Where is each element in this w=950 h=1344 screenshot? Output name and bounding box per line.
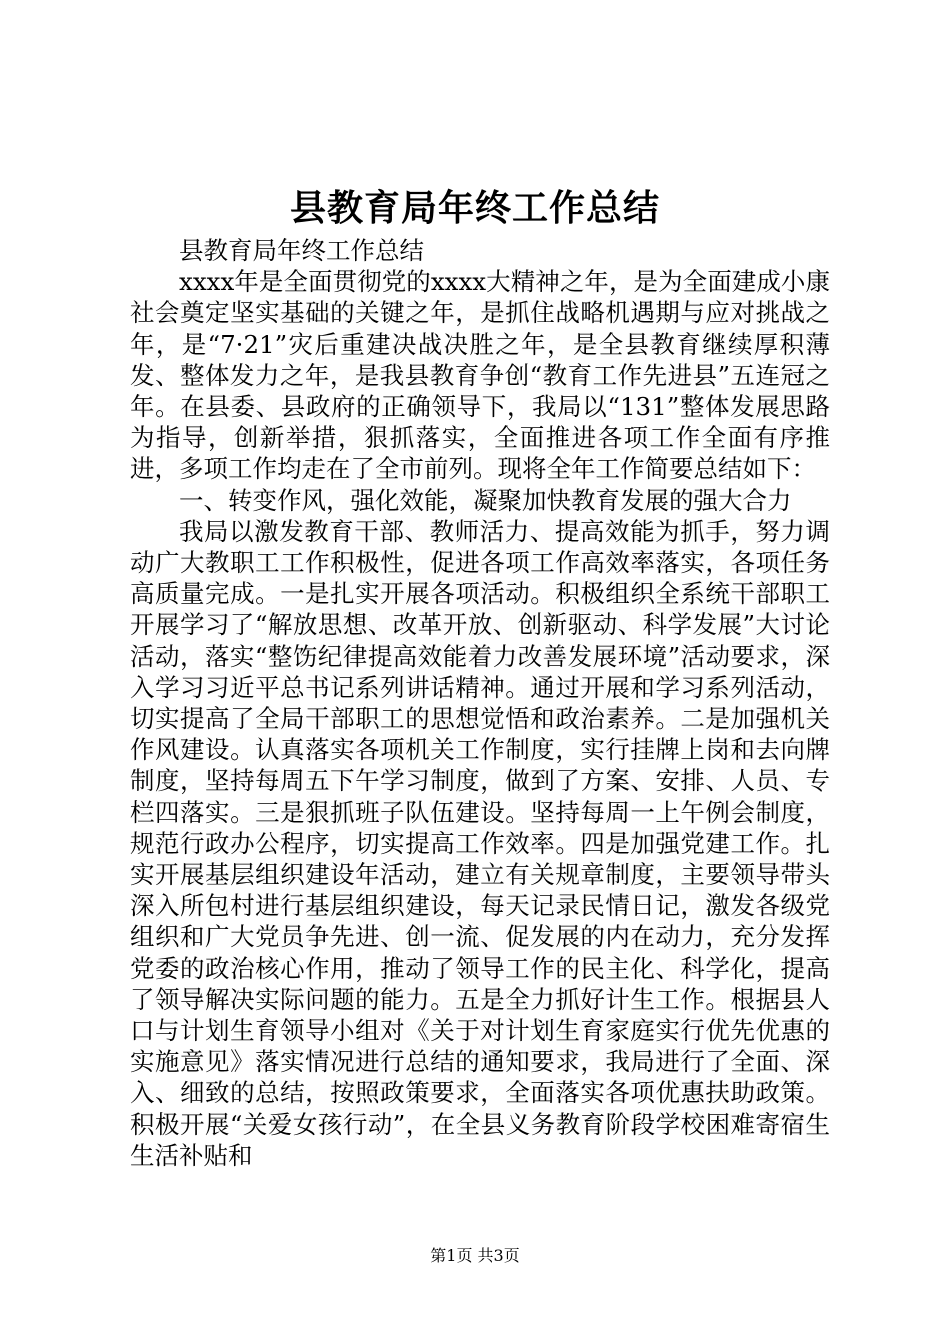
document-body: [130, 235, 830, 1171]
page-footer: 第1页 共3页: [430, 1246, 520, 1265]
paragraph-section-1: 我局以激发教育干部、教师活力、提高效能为抓手，努力调动广大教职工工作积极性，促进各项工作高效率落实，各项任务高质量完成。一是扎实开展各项活动。积极组织全系统干部职工开展学习了“解放思想、改革开放、创新驱动、科学发展”大讨论活动，落实“整饬纪律提高效能着力改善发展环境”活动要求，深入学习习近平总书记系列讲话精神。通过开展和学习系列活动，切实提高了全局干部职工的思想觉悟和政治素养。二是加强机关作风建设。认真落实各项机关工作制度，实行挂牌上岗和去向牌制度，坚持每周五下午学习制度，做到了方案、安排、人员、专栏四落实。三是狠抓班子队伍建设。坚持每周一上午例会制度，规范行政办公程序，切实提高工作效率。四是加强党建工作。扎实开展基层组织建设年活动，建立有关规章制度，主要领导带头深入所包村进行基层组织建设，每天记录民情日记，激发各级党组织和广大党员争先进、创一流、促发展的内在动力，充分发挥党委的政治核心作用，推动了领导工作的民主化、科学化，提高了领导解决实际问题的能力。五是全力抓好计生工作。根据县人口与计划生育领导小组对《关于对计划生育家庭实行优先优惠的实施意见》落实情况进行总结的通知要求，我局进行了全面、深入、细致的总结，按照政策要求，全面落实各项优惠扶助政策。积极开展“关爱女孩行动”，在全县义务教育阶段学校困难寄宿生生活补贴和: [130, 516, 830, 1170]
paragraph-intro: xxxx年是全面贯彻党的xxxx大精神之年，是为全面建成小康社会奠定坚实基础的关键之年，是抓住战略机遇期与应对挑战之年，是“7·21”灾后重建决战决胜之年，是全县教育继续厚积薄发、整体发力之年，是我县教育争创“教育工作先进县”五连冠之年。在县委、县政府的正确领导下，我局以“131”整体发展思路为指导，创新举措，狠抓落实，全面推进各项工作全面有序推进，多项工作均走在了全市前列。现将全年工作简要总结如下：: [130, 267, 830, 484]
section-heading-1: 一、转变作风，强化效能，凝聚加快教育发展的强大合力: [179, 485, 792, 515]
paragraph-subtitle: 县教育局年终工作总结: [179, 236, 424, 265]
document-title: 县教育局年终工作总结: [289, 187, 660, 229]
